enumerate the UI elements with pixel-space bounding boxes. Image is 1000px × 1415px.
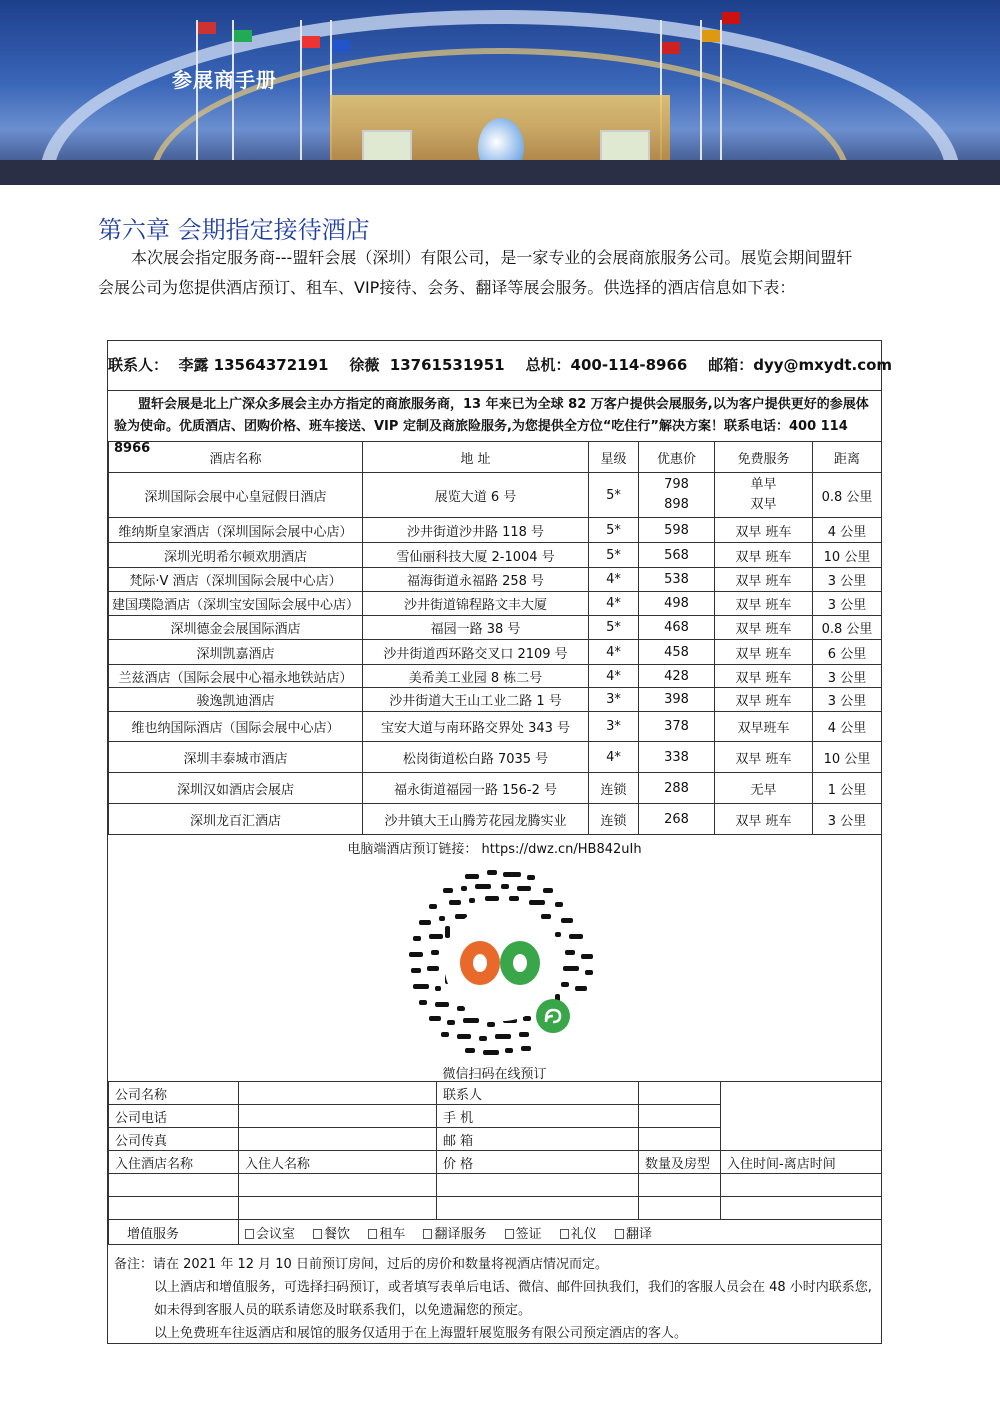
table-row bbox=[109, 543, 882, 568]
table-row bbox=[109, 688, 882, 712]
hotel-distance: 10 公里 bbox=[813, 742, 882, 773]
hotel-price: 378 bbox=[639, 712, 715, 742]
hotel-price: 538 bbox=[639, 568, 715, 592]
hotel-name: 梵际·V 酒店（深圳国际会展中心店） bbox=[109, 568, 363, 592]
hotel-star: 5* bbox=[589, 518, 639, 543]
hotel-distance: 0.8 公里 bbox=[813, 473, 882, 518]
form-blank-block bbox=[721, 1082, 882, 1151]
hotel-service-2: 双早 bbox=[750, 497, 777, 512]
option-car-rental[interactable]: 租车 bbox=[368, 1227, 405, 1242]
notes-section bbox=[114, 1253, 878, 1345]
checkbox-icon[interactable] bbox=[245, 1229, 254, 1239]
hotel-service: 双早 班车 bbox=[715, 640, 813, 665]
booking-link[interactable]: 电脑端酒店预订链接： https://dwz.cn/HB842uIh bbox=[347, 842, 642, 857]
company-phone-label: 公司电话 bbox=[109, 1105, 239, 1128]
hotel-distance: 3 公里 bbox=[813, 688, 882, 712]
hotel-address: 宝安大道与南环路交界处 343 号 bbox=[363, 712, 589, 742]
company-fax-label: 公司传真 bbox=[109, 1128, 239, 1151]
hotel-name-field[interactable] bbox=[109, 1197, 239, 1220]
hotel-name-label: 入住酒店名称 bbox=[109, 1151, 239, 1174]
company-fax-field[interactable] bbox=[239, 1128, 437, 1151]
checkin-field[interactable] bbox=[721, 1197, 882, 1220]
mobile-label: 手 机 bbox=[437, 1105, 639, 1128]
hotel-address: 福园一路 38 号 bbox=[363, 616, 589, 640]
table-row bbox=[109, 773, 882, 804]
header-banner-image bbox=[0, 0, 1000, 185]
hotel-distance: 3 公里 bbox=[813, 568, 882, 592]
table-row bbox=[109, 518, 882, 543]
hotel-star: 5* bbox=[589, 543, 639, 568]
guest-name-label: 入住人名称 bbox=[239, 1151, 437, 1174]
hotel-service: 双早 班车 bbox=[715, 592, 813, 616]
company-description: 盟轩会展是北上广深众多展会主办方指定的商旅服务商，13 年来已为全球 82 万客户提供会展服务,以为客户提供更好的参展体验为使命。优质酒店、团购价格、班车接送、VIP 定制及商旅险服务,为您提供全方位“吃住行”解决方案！联系电话：400 114 8966 bbox=[114, 397, 869, 456]
guest-name-field[interactable] bbox=[239, 1174, 437, 1197]
checkbox-icon[interactable] bbox=[313, 1229, 322, 1239]
note-shuttle: 以上免费班车往返酒店和展馆的服务仅适用于在上海盟轩展览服务有限公司预定酒店的客人。 bbox=[154, 1326, 688, 1341]
hotel-name: 深圳德金会展国际酒店 bbox=[109, 616, 363, 640]
mobile-field[interactable] bbox=[639, 1105, 721, 1128]
company-name-label: 公司名称 bbox=[109, 1082, 239, 1105]
hotel-address: 沙井镇大王山腾芳花园龙腾实业 bbox=[363, 804, 589, 835]
hotel-service: 双早 班车 bbox=[715, 518, 813, 543]
value-added-label: 增值服务 bbox=[109, 1220, 239, 1245]
hotel-price: 568 bbox=[639, 543, 715, 568]
hotel-name: 深圳光明希尔顿欢朋酒店 bbox=[109, 543, 363, 568]
hotel-price bbox=[639, 473, 715, 518]
hotel-address: 雪仙丽科技大厦 2-1004 号 bbox=[363, 543, 589, 568]
table-row bbox=[109, 592, 882, 616]
hotel-star: 5* bbox=[589, 616, 639, 640]
hotel-name: 深圳龙百汇酒店 bbox=[109, 804, 363, 835]
table-row bbox=[109, 616, 882, 640]
qty-room-field[interactable] bbox=[639, 1174, 721, 1197]
qty-room-field[interactable] bbox=[639, 1197, 721, 1220]
table-row bbox=[109, 712, 882, 742]
price-field[interactable] bbox=[437, 1174, 639, 1197]
hotel-distance: 10 公里 bbox=[813, 543, 882, 568]
hotel-name: 深圳凯嘉酒店 bbox=[109, 640, 363, 665]
hotel-service: 双早 班车 bbox=[715, 804, 813, 835]
hotel-star: 4* bbox=[589, 742, 639, 773]
col-header-price: 优惠价 bbox=[639, 442, 715, 473]
table-row bbox=[109, 665, 882, 688]
hotel-star: 3* bbox=[589, 688, 639, 712]
hotel-service: 双早 班车 bbox=[715, 688, 813, 712]
hotel-price: 498 bbox=[639, 592, 715, 616]
hotel-address: 展览大道 6 号 bbox=[363, 473, 589, 518]
hotel-distance: 3 公里 bbox=[813, 592, 882, 616]
price-field[interactable] bbox=[437, 1197, 639, 1220]
hotel-distance: 3 公里 bbox=[813, 804, 882, 835]
hotel-service: 双早班车 bbox=[715, 712, 813, 742]
note-contact-reminder: 如未得到客服人员的联系请您及时联系我们，以免遗漏您的预定。 bbox=[154, 1303, 532, 1318]
option-translation-service[interactable]: 翻译服务 bbox=[423, 1227, 486, 1242]
hotel-name: 建国璞隐酒店（深圳宝安国际会展中心店） bbox=[109, 592, 363, 616]
hotel-star: 连锁 bbox=[589, 773, 639, 804]
table-row bbox=[109, 640, 882, 665]
checkbox-icon[interactable] bbox=[423, 1229, 432, 1239]
qty-room-label: 数量及房型 bbox=[639, 1151, 721, 1174]
checkin-field[interactable] bbox=[721, 1174, 882, 1197]
hotel-distance: 1 公里 bbox=[813, 773, 882, 804]
col-header-name: 酒店名称 bbox=[109, 442, 363, 473]
contact-person-field[interactable] bbox=[639, 1082, 721, 1105]
booking-form bbox=[108, 1081, 882, 1245]
table-row bbox=[109, 568, 882, 592]
hotel-address: 沙井街道沙井路 118 号 bbox=[363, 518, 589, 543]
checkbox-icon[interactable] bbox=[505, 1229, 514, 1239]
hotel-name: 深圳国际会展中心皇冠假日酒店 bbox=[109, 473, 363, 518]
hotel-service: 无早 bbox=[715, 773, 813, 804]
hotel-star: 5* bbox=[589, 473, 639, 518]
hotel-service: 双早 班车 bbox=[715, 543, 813, 568]
wechat-miniprogram-qr-code[interactable] bbox=[405, 866, 599, 1060]
hotel-distance: 6 公里 bbox=[813, 640, 882, 665]
hotel-table bbox=[108, 441, 882, 835]
company-phone-field[interactable] bbox=[239, 1105, 437, 1128]
value-added-options bbox=[239, 1220, 882, 1245]
guest-name-field[interactable] bbox=[239, 1197, 437, 1220]
hotel-name: 骏逸凯迪酒店 bbox=[109, 688, 363, 712]
hotel-service: 双早 班车 bbox=[715, 568, 813, 592]
table-row bbox=[109, 804, 882, 835]
checkbox-icon[interactable] bbox=[368, 1229, 377, 1239]
hotel-star: 3* bbox=[589, 712, 639, 742]
email-label: 邮 箱 bbox=[437, 1128, 639, 1151]
hotel-address: 福永街道福园一路 156-2 号 bbox=[363, 773, 589, 804]
hotel-name-field[interactable] bbox=[109, 1174, 239, 1197]
hotel-star: 4* bbox=[589, 640, 639, 665]
contact-person-label: 联系人 bbox=[437, 1082, 639, 1105]
hotel-price: 268 bbox=[639, 804, 715, 835]
price-label: 价 格 bbox=[437, 1151, 639, 1174]
hotel-distance: 4 公里 bbox=[813, 518, 882, 543]
hotel-service bbox=[715, 473, 813, 518]
option-visa[interactable]: 签证 bbox=[505, 1227, 542, 1242]
hotel-star: 4* bbox=[589, 592, 639, 616]
hotel-address: 沙井街道大王山工业二路 1 号 bbox=[363, 688, 589, 712]
option-catering[interactable]: 餐饮 bbox=[313, 1227, 350, 1242]
hotel-address: 美希美工业园 8 栋二号 bbox=[363, 665, 589, 688]
checkin-label: 入住时间-离店时间 bbox=[721, 1151, 882, 1174]
option-etiquette[interactable]: 礼仪 bbox=[560, 1227, 597, 1242]
hotel-price-2: 898 bbox=[664, 497, 689, 512]
hotel-name: 深圳丰泰城市酒店 bbox=[109, 742, 363, 773]
hotel-distance: 3 公里 bbox=[813, 665, 882, 688]
hotel-price: 468 bbox=[639, 616, 715, 640]
option-translation[interactable]: 翻译 bbox=[615, 1227, 652, 1242]
hotel-table-header bbox=[109, 442, 882, 473]
hotel-service: 双早 班车 bbox=[715, 616, 813, 640]
hotel-address: 福海街道永福路 258 号 bbox=[363, 568, 589, 592]
hotel-star: 4* bbox=[589, 568, 639, 592]
hotel-address: 沙井街道锦程路文丰大厦 bbox=[363, 592, 589, 616]
table-row bbox=[109, 473, 882, 518]
col-header-star: 星级 bbox=[589, 442, 639, 473]
contact-line: 联系人： 李露 13564372191 徐薇 13761531951 总机：400-114-8966 邮箱：dyy@mxydt.com bbox=[108, 341, 881, 391]
hotel-name: 维也纳国际酒店（国际会展中心店） bbox=[109, 712, 363, 742]
hotel-price: 338 bbox=[639, 742, 715, 773]
hotel-booking-sheet bbox=[107, 340, 893, 1344]
hotel-price: 598 bbox=[639, 518, 715, 543]
hotel-price: 428 bbox=[639, 665, 715, 688]
hotel-address: 沙井街道西环路交叉口 2109 号 bbox=[363, 640, 589, 665]
hotel-star: 4* bbox=[589, 665, 639, 688]
hotel-service: 双早 班车 bbox=[715, 742, 813, 773]
hotel-price: 288 bbox=[639, 773, 715, 804]
chapter-title: 第六章 会期指定接待酒店 bbox=[98, 216, 370, 244]
hotel-name: 深圳汉如酒店会展店 bbox=[109, 773, 363, 804]
hotel-distance: 0.8 公里 bbox=[813, 616, 882, 640]
hotel-service-1: 单早 bbox=[750, 477, 777, 492]
hotel-name: 兰兹酒店（国际会展中心福永地铁站店） bbox=[109, 665, 363, 688]
hotel-star: 连锁 bbox=[589, 804, 639, 835]
hotel-name: 维纳斯皇家酒店（深圳国际会展中心店） bbox=[109, 518, 363, 543]
col-header-distance: 距离 bbox=[813, 442, 882, 473]
hotel-address: 松岗街道松白路 7035 号 bbox=[363, 742, 589, 773]
col-header-service: 免费服务 bbox=[715, 442, 813, 473]
col-header-address: 地 址 bbox=[363, 442, 589, 473]
note-booking-method: 以上酒店和增值服务，可选择扫码预订，或者填写表单后电话、微信、邮件回执我们，我们的客服人员会在 48 小时内联系您, bbox=[154, 1280, 872, 1295]
checkbox-icon[interactable] bbox=[615, 1229, 624, 1239]
hotel-service: 双早 班车 bbox=[715, 665, 813, 688]
company-name-field[interactable] bbox=[239, 1082, 437, 1105]
checkbox-icon[interactable] bbox=[560, 1229, 569, 1239]
qr-caption: 微信扫码在线预订 bbox=[442, 1067, 547, 1082]
table-row bbox=[109, 742, 882, 773]
hotel-price: 458 bbox=[639, 640, 715, 665]
manual-title: 参展商手册 bbox=[172, 68, 277, 92]
hotel-price-1: 798 bbox=[664, 477, 689, 492]
intro-paragraph: 本次展会指定服务商---盟轩会展（深圳）有限公司，是一家专业的会展商旅服务公司。展览会期间盟轩会展公司为您提供酒店预订、租车、VIP接待、会务、翻译等展会服务。供选择的酒店信息如下表： bbox=[98, 248, 853, 297]
note-deadline: 备注：请在 2021 年 12 月 10 日前预订房间，过后的房价和数量将视酒店情况而定。 bbox=[114, 1257, 608, 1272]
email-field[interactable] bbox=[639, 1128, 721, 1151]
option-meeting-room[interactable]: 会议室 bbox=[245, 1227, 295, 1242]
hotel-distance: 4 公里 bbox=[813, 712, 882, 742]
hotel-price: 398 bbox=[639, 688, 715, 712]
